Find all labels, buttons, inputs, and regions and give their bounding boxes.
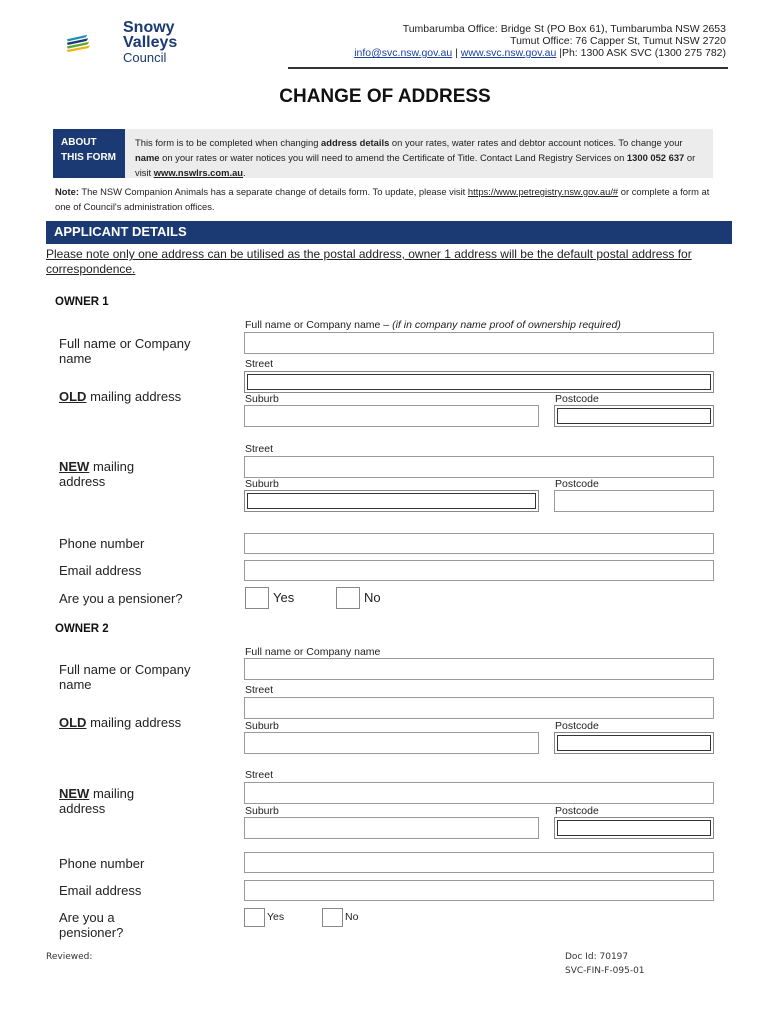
owner1-old-suburb-input[interactable] [244,405,539,427]
logo-line-1: Snowy [123,19,175,36]
council-logo-icon [66,22,124,68]
owner1-phone-input[interactable] [244,533,714,554]
petregistry-link[interactable]: https://www.petregistry.nsw.gov.au/# [467,186,619,197]
doc-code: SVC-FIN-F-095-01 [565,966,645,976]
about-tag-line-2: THIS FORM [61,152,116,163]
owner1-new-street-label: Street [245,443,274,455]
logo-line-3: Council [123,50,167,65]
owner2-new-prefix: NEW [59,786,90,801]
office-tumut: Tumut Office: 76 Capper St, Tumut NSW 2720 [510,35,726,47]
website-link[interactable]: www.svc.nsw.gov.au [460,47,557,59]
about-bold-phone: 1300 052 637 [626,152,685,163]
owner2-phone-label: Phone number [59,856,145,871]
owner2-new-street-input[interactable] [244,782,714,804]
office-tumbarumba: Tumbarumba Office: Bridge St (PO Box 61), Tumbarumba NSW 2653 [402,23,726,35]
owner2-yes-label: Yes [267,911,285,923]
owner2-no-label: No [345,911,359,923]
owner2-old-address-label [59,715,181,730]
owner1-phone-label: Phone number [59,536,145,551]
owner2-new-suffix: mailing address [59,786,135,816]
owner1-old-postcode-input[interactable] [554,405,714,427]
owner2-email-label: Email address [59,883,142,898]
owner2-pensioner-no-checkbox[interactable] [322,908,343,927]
header-rule [288,67,728,69]
about-text-3: on your rates or water notices you will need to amend the Certificate of Title. Contact Land Registry Services on [159,152,627,163]
owner1-email-label: Email address [59,563,142,578]
owner1-pensioner-no-checkbox[interactable] [336,587,360,609]
owner2-new-street-label: Street [245,769,274,781]
about-text-1: This form is to be completed when changing [135,137,322,148]
owner1-old-postcode-label: Postcode [555,393,599,405]
owner2-pensioner-label: Are you a pensioner? [59,910,124,940]
owner2-new-suburb-label: Suburb [245,805,279,817]
about-text-2: on your rates, water rates and debtor account notices. To change your [389,137,683,148]
email-link[interactable]: info@svc.nsw.gov.au [354,47,453,59]
owner2-old-street-input[interactable] [244,697,714,719]
owner1-name-caption-italic: (if in company name proof of ownership required) [392,319,621,331]
owner1-old-suburb-label: Suburb [245,393,279,405]
contact-separator: | [455,47,458,59]
note-text: The NSW Companion Animals has a separate change of details form. To update, please visit [78,186,468,197]
about-bold-address: address details [321,137,390,148]
owner2-old-prefix: OLD [59,715,87,730]
form-title: CHANGE OF ADDRESS [279,86,491,107]
owner2-old-postcode-label: Postcode [555,720,599,732]
owner1-old-address-label [59,389,181,404]
contact-line [354,47,726,60]
owner1-old-prefix: OLD [59,389,87,404]
logo-line-2: Valleys [123,34,178,51]
owner1-full-name-label: Full name or Company name [59,336,191,366]
postal-note: Please note only one address can be utilised as the postal address, owner 1 address will be the default postal address for correspondence. [46,247,692,276]
owner1-new-prefix: NEW [59,459,90,474]
owner2-email-input[interactable] [244,880,714,901]
owner1-old-street-label: Street [245,358,274,370]
owner1-pensioner-yes-checkbox[interactable] [245,587,269,609]
owner2-new-postcode-input[interactable] [554,817,714,839]
owner2-new-address-label [59,786,179,816]
owner1-old-suffix: mailing address [86,389,182,404]
phone-text: |Ph: 1300 ASK SVC (1300 275 782) [559,47,726,59]
owner1-no-label: No [364,590,381,605]
companion-note [55,184,720,214]
about-text [125,129,713,178]
nswlrs-link[interactable]: www.nswlrs.com.au [153,167,244,178]
owner1-new-postcode-label: Postcode [555,478,599,490]
owner1-new-postcode-input[interactable] [554,490,714,512]
note-label: Note: [55,186,79,197]
owner2-pensioner-yes-checkbox[interactable] [244,908,265,927]
owner2-new-suburb-input[interactable] [244,817,539,839]
owner1-new-street-input[interactable] [244,456,714,478]
owner1-pensioner-label: Are you a pensioner? [59,591,183,606]
owner1-new-suburb-label: Suburb [245,478,279,490]
owner1-full-name-input[interactable] [244,332,714,354]
owner2-new-postcode-label: Postcode [555,805,599,817]
about-text-end: . [243,167,246,178]
owner1-email-input[interactable] [244,560,714,581]
owner2-name-caption: Full name or Company name [245,646,381,658]
council-logo-text [123,20,177,65]
owner1-name-caption [245,319,621,331]
owner1-new-address-label [59,459,179,489]
owner2-full-name-label: Full name or Company name [59,662,191,692]
owner2-phone-input[interactable] [244,852,714,873]
owner1-new-suffix: mailing address [59,459,135,489]
section-applicant-details: APPLICANT DETAILS [46,221,732,244]
owner2-old-suffix: mailing address [86,715,182,730]
owner2-old-suburb-label: Suburb [245,720,279,732]
owner1-heading: OWNER 1 [55,296,109,308]
owner2-heading: OWNER 2 [55,623,109,635]
owner1-new-suburb-input[interactable] [244,490,539,512]
owner1-yes-label: Yes [273,590,295,605]
about-text-4: or visit [135,152,696,178]
owner1-old-street-input[interactable] [244,371,714,393]
note-text-end: or complete a form at one of Council's administration offices. [55,186,710,212]
owner2-old-suburb-input[interactable] [244,732,539,754]
about-bold-name: name [135,152,160,163]
owner2-old-street-label: Street [245,684,274,696]
doc-id: Doc Id: 70197 [565,952,629,962]
about-tag-line-1: ABOUT [61,137,97,148]
reviewed-label: Reviewed: [46,952,93,962]
owner1-name-caption-plain: Full name or Company name – [245,319,393,331]
owner2-full-name-input[interactable] [244,658,714,680]
owner2-old-postcode-input[interactable] [554,732,714,754]
about-tag [53,129,125,178]
